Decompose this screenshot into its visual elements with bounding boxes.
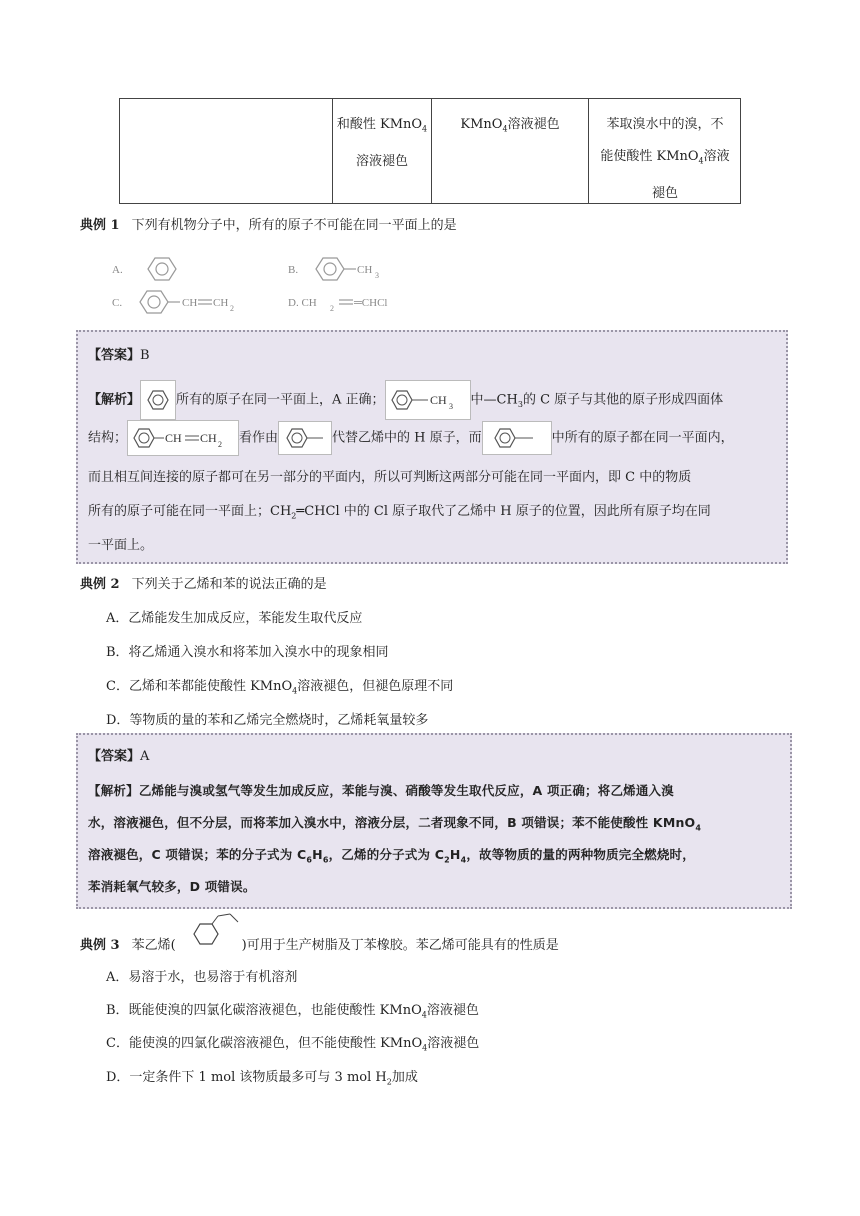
question-2-option-a: A．乙烯能发生加成反应，苯能发生取代反应 <box>106 611 363 626</box>
option-c-sub: 2 <box>230 304 234 313</box>
option-d-label: D. CH <box>288 297 317 309</box>
option-b-group: CH <box>357 264 373 276</box>
question-2-stem: 典例 2 下列关于乙烯和苯的说法正确的是 <box>80 577 327 592</box>
toluene-structure <box>385 380 471 420</box>
phenyl-structure-2 <box>482 421 552 455</box>
table-cell-reaction: 和酸性 KMnO$_4$ 溶液褪色 <box>336 117 428 169</box>
option-b-sub: 3 <box>375 271 379 280</box>
answer-line-1: 【答案】B <box>88 348 150 363</box>
options-structures <box>112 254 442 318</box>
option-b-label: B. <box>288 264 299 276</box>
question-1-options <box>112 254 442 318</box>
explanation-line-2: 结构； CH CH 2 看作由 代替乙烯中的 H 原子，而 中所有的原子都在同一平面内， <box>88 420 776 458</box>
question-2-option-d: D．等物质的量的苯和乙烯完全燃烧时，乙烯耗氧量较多 <box>106 713 429 728</box>
option-c-group2: CH <box>213 297 229 309</box>
styrene-inline-structure <box>186 910 252 956</box>
explanation-line-4: 所有的原子可能在同一平面上；$CH_2═CHCl$ 中的 Cl 原子取代了乙烯中 H 原子的位置，因此所有原子均在同 <box>88 504 711 521</box>
table-cell-ethylene: KMnO$_4$溶液褪色 <box>460 117 560 134</box>
property-table <box>119 98 741 204</box>
option-d-sub: 2 <box>330 304 334 313</box>
question-3-stem: 典例 3 苯乙烯( )可用于生产树脂及丁苯橡胶。苯乙烯可能具有的性质是 <box>80 938 559 953</box>
styrene-structure <box>127 420 239 456</box>
svg-text:CH: CH <box>429 393 447 407</box>
option-a-label: A. <box>112 264 123 276</box>
explanation2-line-2: 水，溶液褪色，但不分层，而将苯加入溴水中，溶液分层，二者现象不同，B 项错误；苯不能使酸性 KMnO$_4$ <box>88 815 702 833</box>
answer-box-1 <box>76 330 788 564</box>
option-c-label: C. <box>112 297 123 309</box>
svg-text:3: 3 <box>448 402 453 411</box>
table-divider <box>588 99 589 203</box>
svg-text:CH: CH <box>200 431 217 445</box>
question-3-option-a: A．易溶于水，也易溶于有机溶剂 <box>106 970 298 985</box>
option-d-rest: ═CHCl <box>354 297 388 309</box>
explanation2-line-4: 苯消耗氧气较多，D 项错误。 <box>88 879 256 894</box>
explanation-line-5: 一平面上。 <box>88 538 154 553</box>
question-3-option-b: B．既能使溴的四氯化碳溶液褪色，也能使酸性 KMnO$_4$溶液褪色 <box>106 1003 479 1020</box>
benzene-structure <box>140 380 176 420</box>
question-2-option-c: C．乙烯和苯都能使酸性 KMnO$_4$溶液褪色，但褪色原理不同 <box>106 679 454 696</box>
table-divider <box>431 99 432 203</box>
svg-text:2: 2 <box>218 440 223 449</box>
explanation-line-3: 而且相互间连接的原子都可在另一部分的平面内，所以可判断这两部分可能在同一平面内，即 C 中的物质 <box>88 470 692 485</box>
question-3-option-c: C．能使溴的四氯化碳溶液褪色，但不能使酸性 KMnO$_4$溶液褪色 <box>106 1036 480 1053</box>
table-divider <box>332 99 333 203</box>
explanation-line-1: 【解析】 所有的原子在同一平面上，A 正确； CH 3 中$—CH_3$的 C 原子与其他的原子形成四面体 <box>88 380 776 420</box>
answer-line-2: 【答案】A <box>88 749 150 764</box>
question-3-option-d: D．一定条件下 1 mol 该物质最多可与 3 mol $H_2$加成 <box>106 1070 418 1087</box>
question-2-option-b: B．将乙烯通入溴水和将苯加入溴水中的现象相同 <box>106 645 389 660</box>
svg-text:CH: CH <box>165 431 182 445</box>
phenyl-structure <box>278 421 332 455</box>
explanation2-line-1: 【解析】乙烯能与溴或氢气等发生加成反应，苯能与溴、硝酸等发生取代反应，A 项正确；将乙烯通入溴 <box>88 783 674 798</box>
question-1-stem: 典例 1 下列有机物分子中，所有的原子不可能在同一平面上的是 <box>80 218 457 233</box>
answer-box-2 <box>76 733 792 909</box>
option-c-group: CH <box>182 297 198 309</box>
table-cell-benzene: 苯取溴水中的溴，不 能使酸性 KMnO$_4$溶液 褪色 <box>600 117 730 201</box>
explanation2-line-3: 溶液褪色，C 项错误；苯的分子式为 $C_6H_6$，乙烯的分子式为 $C_2H_4$，故等物质的量的两种物质完全燃烧时， <box>88 847 695 865</box>
